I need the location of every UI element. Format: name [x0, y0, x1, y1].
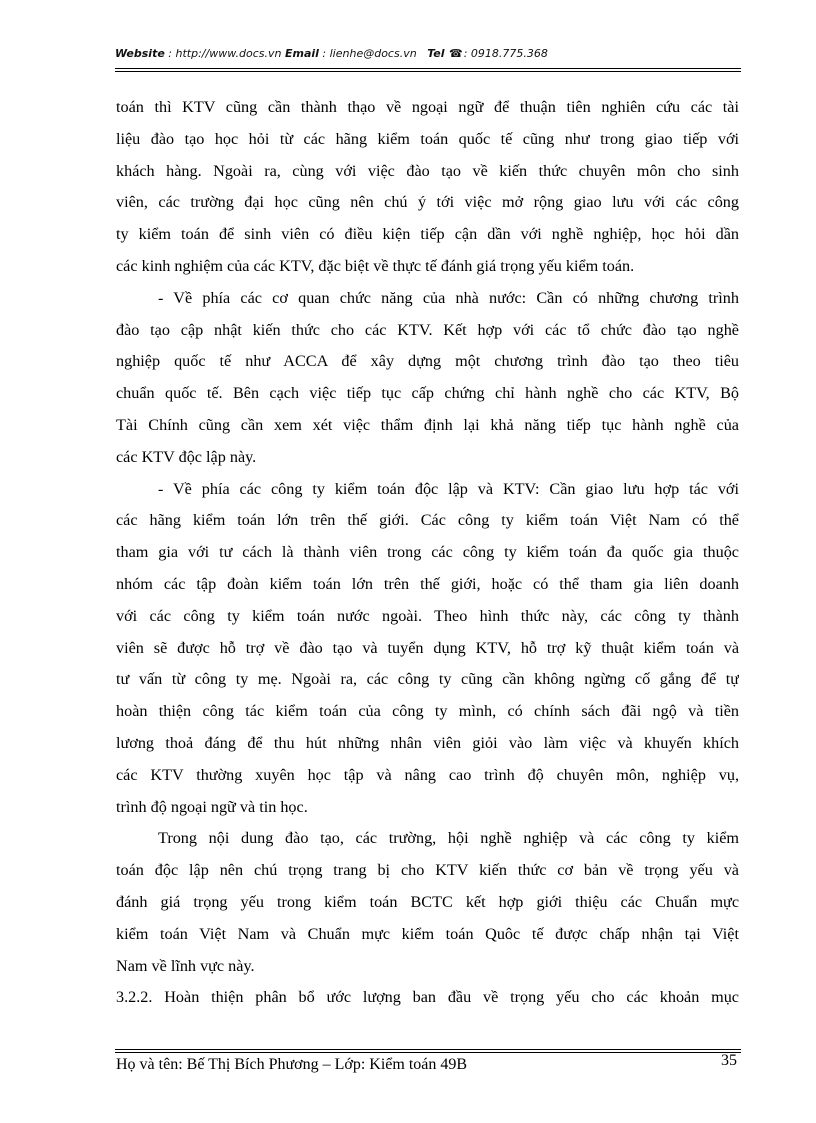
text-line: liệu đào tạo học hỏi từ các hãng kiểm toán quốc tế cũng như trong giao tiếp với — [116, 129, 739, 148]
text-line: kiểm toán Việt Nam và Chuẩn mực kiểm toán Quôc tế được chấp nhận tại Việt — [116, 924, 739, 943]
page-number: 35 — [721, 1052, 737, 1069]
text-line: tư vấn từ công ty mẹ. Ngoài ra, các công ty cũng cần không ngừng cố gắng để tự — [116, 670, 739, 689]
text-line: trình độ ngoại ngữ và tin học. — [116, 797, 308, 816]
text-line: - Về phía các cơ quan chức năng của nhà nước: Cần có những chương trình — [158, 288, 739, 307]
author-info: Họ và tên: Bế Thị Bích Phương – Lớp: Kiểm toán 49B — [116, 1056, 468, 1073]
section-heading: 3.2.2. Hoàn thiện phân bổ ước lượng ban đầu về trọng yếu cho các khoản mục — [116, 988, 739, 1007]
header-rule-double — [115, 71, 741, 72]
text-line: hoàn thiện công tác kiểm toán của công ty mình, có chính sách đãi ngộ và tiền — [116, 702, 739, 721]
footer-rule — [115, 1049, 741, 1050]
text-line: đào tạo cập nhật kiến thức cho các KTV. Kết hợp với các tổ chức đào tạo nghề — [116, 320, 739, 339]
text-line: nhóm các tập đoàn kiểm toán lớn trên thế giới, hoặc có thể tham gia liên doanh — [116, 574, 739, 593]
footer-rule-double — [115, 1052, 741, 1053]
text-line: các KTV thường xuyên học tập và nâng cao trình độ chuyên môn, nghiệp vụ, — [116, 765, 739, 784]
text-line: chuẩn quốc tế. Bên cạch việc tiếp tục cấp chứng chỉ hành nghề cho các KTV, Bộ — [116, 384, 739, 403]
header-rule — [115, 68, 741, 69]
text-line: - Về phía các công ty kiểm toán độc lập và KTV: Cần giao lưu hợp tác với — [158, 479, 739, 498]
email-separator: : — [318, 47, 330, 60]
text-line: viên sẽ được hỗ trợ về đào tạo và tuyển dụng KTV, hỗ trợ kỹ thuật kiểm toán và — [116, 638, 739, 657]
text-line: Nam về lĩnh vực này. — [116, 956, 255, 975]
text-line: với các công ty kiểm toán nước ngoài. Theo hình thức này, các công ty thành — [116, 606, 739, 625]
text-line: lương thoả đáng để thu hút những nhân viên giỏi vào làm việc và khuyến khích — [116, 733, 739, 752]
text-line: toán thì KTV cũng cần thành thạo về ngoại ngữ để thuận tiên nghiên cứu các tài — [116, 98, 739, 116]
text-line: viên, các trường đại học cũng nên chú ý tới việc mở rộng giao lưu với các công — [116, 193, 739, 212]
text-line: đánh giá trọng yếu trong kiểm toán BCTC kết hợp giới thiệu các Chuẩn mực — [116, 892, 739, 911]
text-line: khách hàng. Ngoài ra, cùng với việc đào tạo về kiến thức chuyên môn cho sinh — [116, 161, 739, 180]
tel-number: : 0918.775.368 — [463, 47, 548, 60]
website-label: Website — [115, 47, 165, 60]
text-line: ty kiểm toán để sinh viên có điều kiện tiếp cận dần với nghề nghiệp, học hỏi dần — [116, 225, 739, 244]
email-address[interactable]: lienhe@docs.vn — [329, 47, 417, 60]
page-header — [115, 47, 735, 60]
text-line: toán độc lập nên chú trọng trang bị cho KTV kiến thức cơ bản về trọng yếu và — [116, 861, 739, 880]
text-line: các KTV độc lập này. — [116, 447, 257, 466]
tel-label: Tel — [427, 47, 445, 60]
text-line: Tài Chính cũng cần xem xét việc thẩm định lại khả năng tiếp tục hành nghề của — [116, 415, 739, 434]
website-separator: : — [164, 47, 176, 60]
text-line: nghiệp quốc tế như ACCA để xây dựng một chương trình đào tạo theo tiêu — [116, 352, 739, 371]
text-line: các kinh nghiệm của các KTV, đặc biệt về thực tế đánh giá trọng yếu kiểm toán. — [116, 256, 635, 275]
text-line: Trong nội dung đào tạo, các trường, hội nghề nghiệp và các công ty kiểm — [158, 829, 739, 848]
website-url[interactable]: http://www.docs.vn — [175, 47, 282, 60]
body-text — [116, 92, 739, 1014]
email-label: Email — [284, 47, 319, 60]
text-line: tham gia với tư cách là thành viên trong các công ty kiểm toán đa quốc gia thuộc — [116, 543, 739, 562]
text-line: các hãng kiểm toán lớn trên thế giới. Các công ty kiểm toán Việt Nam có thể — [116, 511, 739, 530]
phone-icon: ☎ — [449, 47, 463, 60]
